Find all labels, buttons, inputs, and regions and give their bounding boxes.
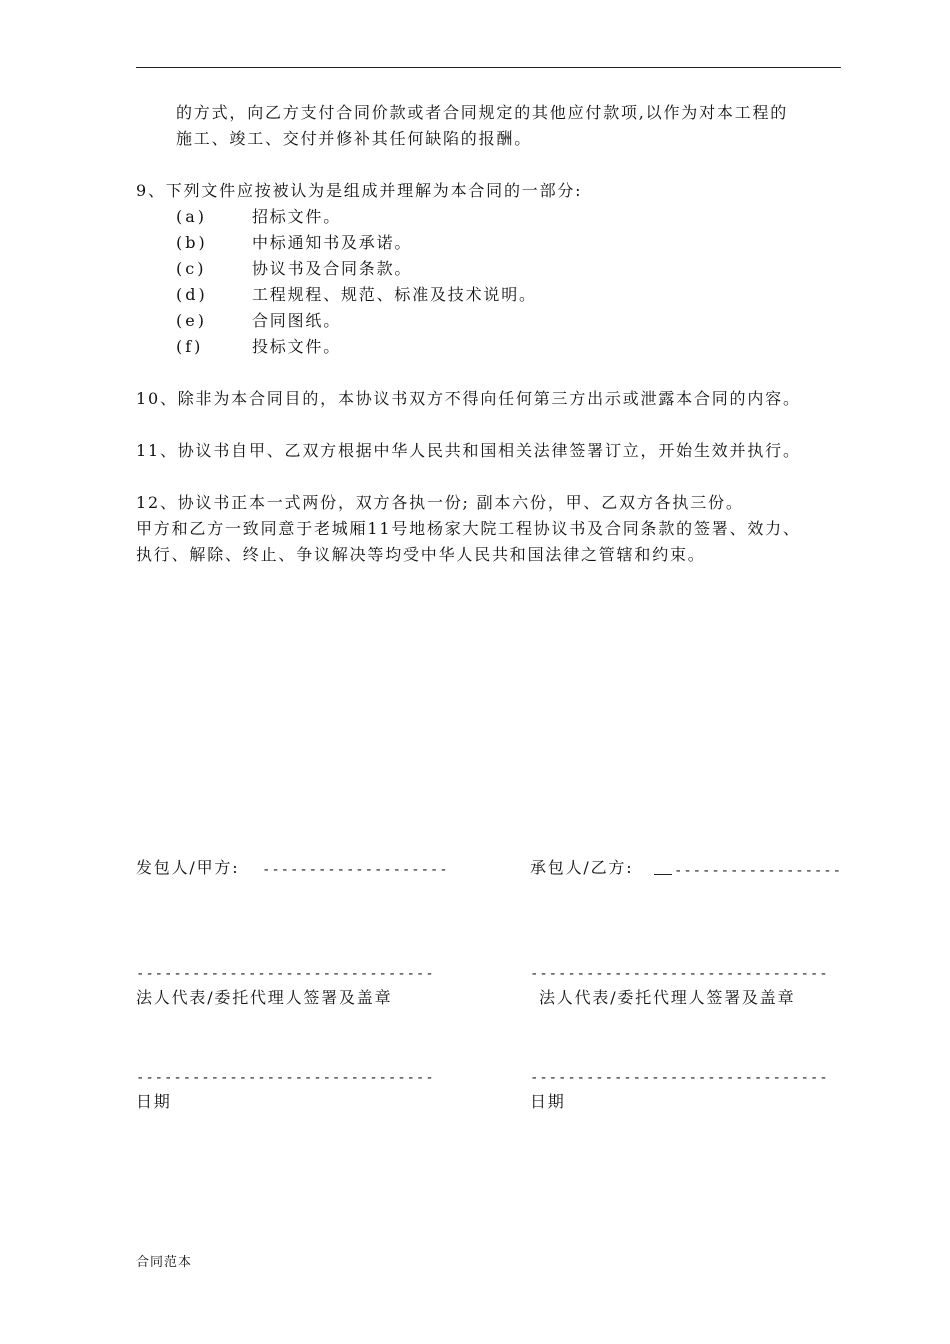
- list-item-mark: (a): [176, 207, 208, 226]
- party-a-label: 发包人/甲方:: [136, 858, 240, 877]
- closing-line-2: 执行、解除、终止、争议解决等均受中华人民共和国法律之管辖和约束。: [136, 545, 706, 564]
- party-a-date-line[interactable]: --------------------------------: [136, 1070, 435, 1086]
- continuation-line-2: 施工、竣工、交付并修补其任何缺陷的报酬。: [176, 129, 533, 148]
- party-b-name-field[interactable]: [654, 860, 842, 879]
- clause-12: 12、协议书正本一式两份，双方各执一份; 副本六份，甲、乙双方各执三份。: [136, 493, 744, 512]
- list-item-mark: (d): [176, 285, 208, 304]
- list-item-mark: (f): [176, 337, 204, 356]
- list-item-text: 投标文件。: [252, 337, 342, 356]
- party-a-signature-line[interactable]: --------------------------------: [136, 966, 435, 982]
- party-b-signature-label: 法人代表/委托代理人签署及盖章: [539, 988, 796, 1007]
- list-item-text: 招标文件。: [252, 207, 342, 226]
- continuation-line-1: 的方式，向乙方支付合同价款或者合同规定的其他应付款项,以作为对本工程的: [176, 103, 789, 122]
- party-a-date-label: 日期: [136, 1092, 172, 1111]
- list-item-mark: (c): [176, 259, 207, 278]
- header-rule: [136, 67, 841, 68]
- page-footer: 合同范本: [136, 1255, 193, 1270]
- list-item-text: 协议书及合同条款。: [252, 259, 413, 278]
- party-b-signature-line[interactable]: --------------------------------: [530, 966, 829, 982]
- party-a-signature-label: 法人代表/委托代理人签署及盖章: [136, 988, 393, 1007]
- clause-10: 10、除非为本合同目的，本协议书双方不得向任何第三方出示或泄露本合同的内容。: [136, 389, 801, 408]
- list-item-text: 中标通知书及承诺。: [252, 233, 413, 252]
- list-item-mark: (b): [176, 233, 208, 252]
- list-item-text: 合同图纸。: [252, 311, 342, 330]
- party-b-date-label: 日期: [530, 1092, 566, 1111]
- closing-line-1: 甲方和乙方一致同意于老城厢11号地杨家大院工程协议书及合同条款的签署、效力、: [136, 519, 801, 538]
- party-b-date-line[interactable]: --------------------------------: [530, 1070, 829, 1086]
- clause-11: 11、协议书自甲、乙双方根据中华人民共和国相关法律签署订立，开始生效并执行。: [136, 441, 801, 460]
- list-item-text: 工程规程、规范、标准及技术说明。: [252, 285, 537, 304]
- list-item-mark: (e): [176, 311, 207, 330]
- party-a-name-blank[interactable]: --------------------: [262, 862, 449, 878]
- party-b-label: 承包人/乙方:: [530, 858, 634, 877]
- party-b-underline: [654, 860, 672, 875]
- clause-9-heading: 9、下列文件应按被认为是组成并理解为本合同的一部分:: [136, 181, 583, 200]
- party-b-name-blank: ------------------: [674, 863, 842, 879]
